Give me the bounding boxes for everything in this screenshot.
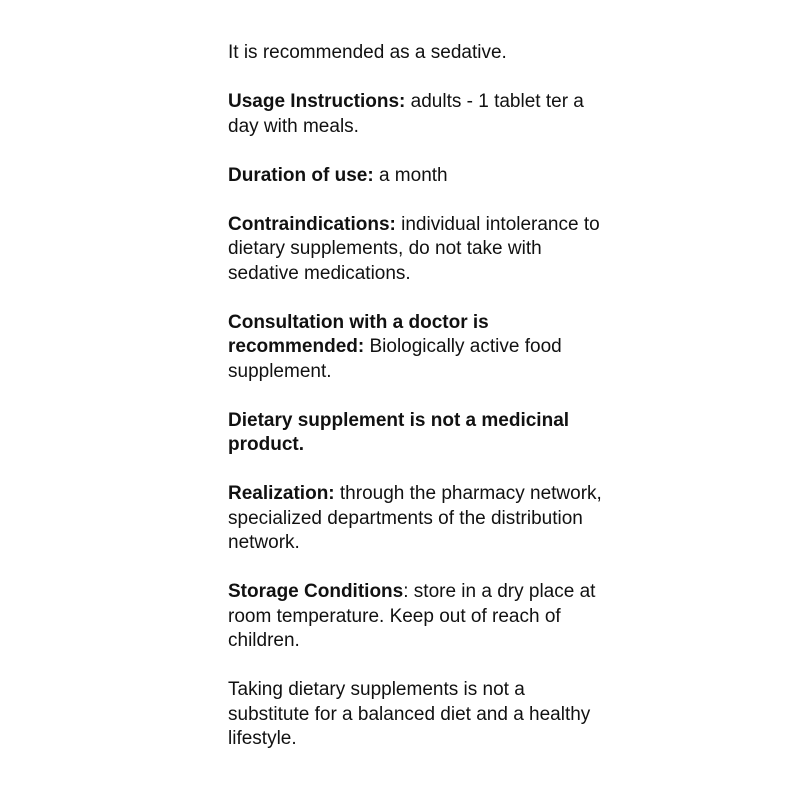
duration-label: Duration of use: — [228, 164, 374, 186]
notice-paragraph — [228, 409, 608, 458]
realization-paragraph — [228, 482, 608, 556]
consultation-label: Consultation with a doctor is recommended: — [228, 311, 489, 357]
storage-label: Storage Conditions — [228, 581, 404, 602]
duration-text: a month — [373, 164, 448, 186]
consultation-paragraph — [228, 311, 608, 385]
contraindications-paragraph — [228, 213, 608, 287]
usage-paragraph — [228, 90, 608, 139]
usage-label: Usage Instructions: — [228, 91, 406, 112]
disclaimer-text: Taking dietary supplements is not a substitute for a balanced diet and a healthy lifestyle. — [228, 679, 591, 749]
intro-paragraph — [228, 41, 608, 66]
duration-paragraph — [228, 164, 608, 189]
realization-text: through the pharmacy network, specialized departments of the distribution network. — [228, 483, 602, 553]
consultation-text: Biologically active food supplement. — [228, 336, 562, 382]
contraindications-label: Contraindications: — [228, 213, 396, 235]
usage-text: adults - 1 tablet ter a day with meals. — [228, 91, 584, 137]
realization-label: Realization: — [228, 483, 335, 504]
storage-paragraph — [228, 580, 608, 654]
contraindications-text: individual intolerance to dietary supplements, do not take with sedative medications. — [228, 213, 600, 284]
document-body — [228, 41, 608, 752]
storage-text: : store in a dry place at room temperature. Keep out of reach of children. — [228, 581, 596, 651]
notice-text: Dietary supplement is not a medicinal product. — [228, 409, 570, 455]
intro-text: It is recommended as a sedative. — [228, 42, 507, 63]
disclaimer-paragraph — [228, 678, 608, 752]
